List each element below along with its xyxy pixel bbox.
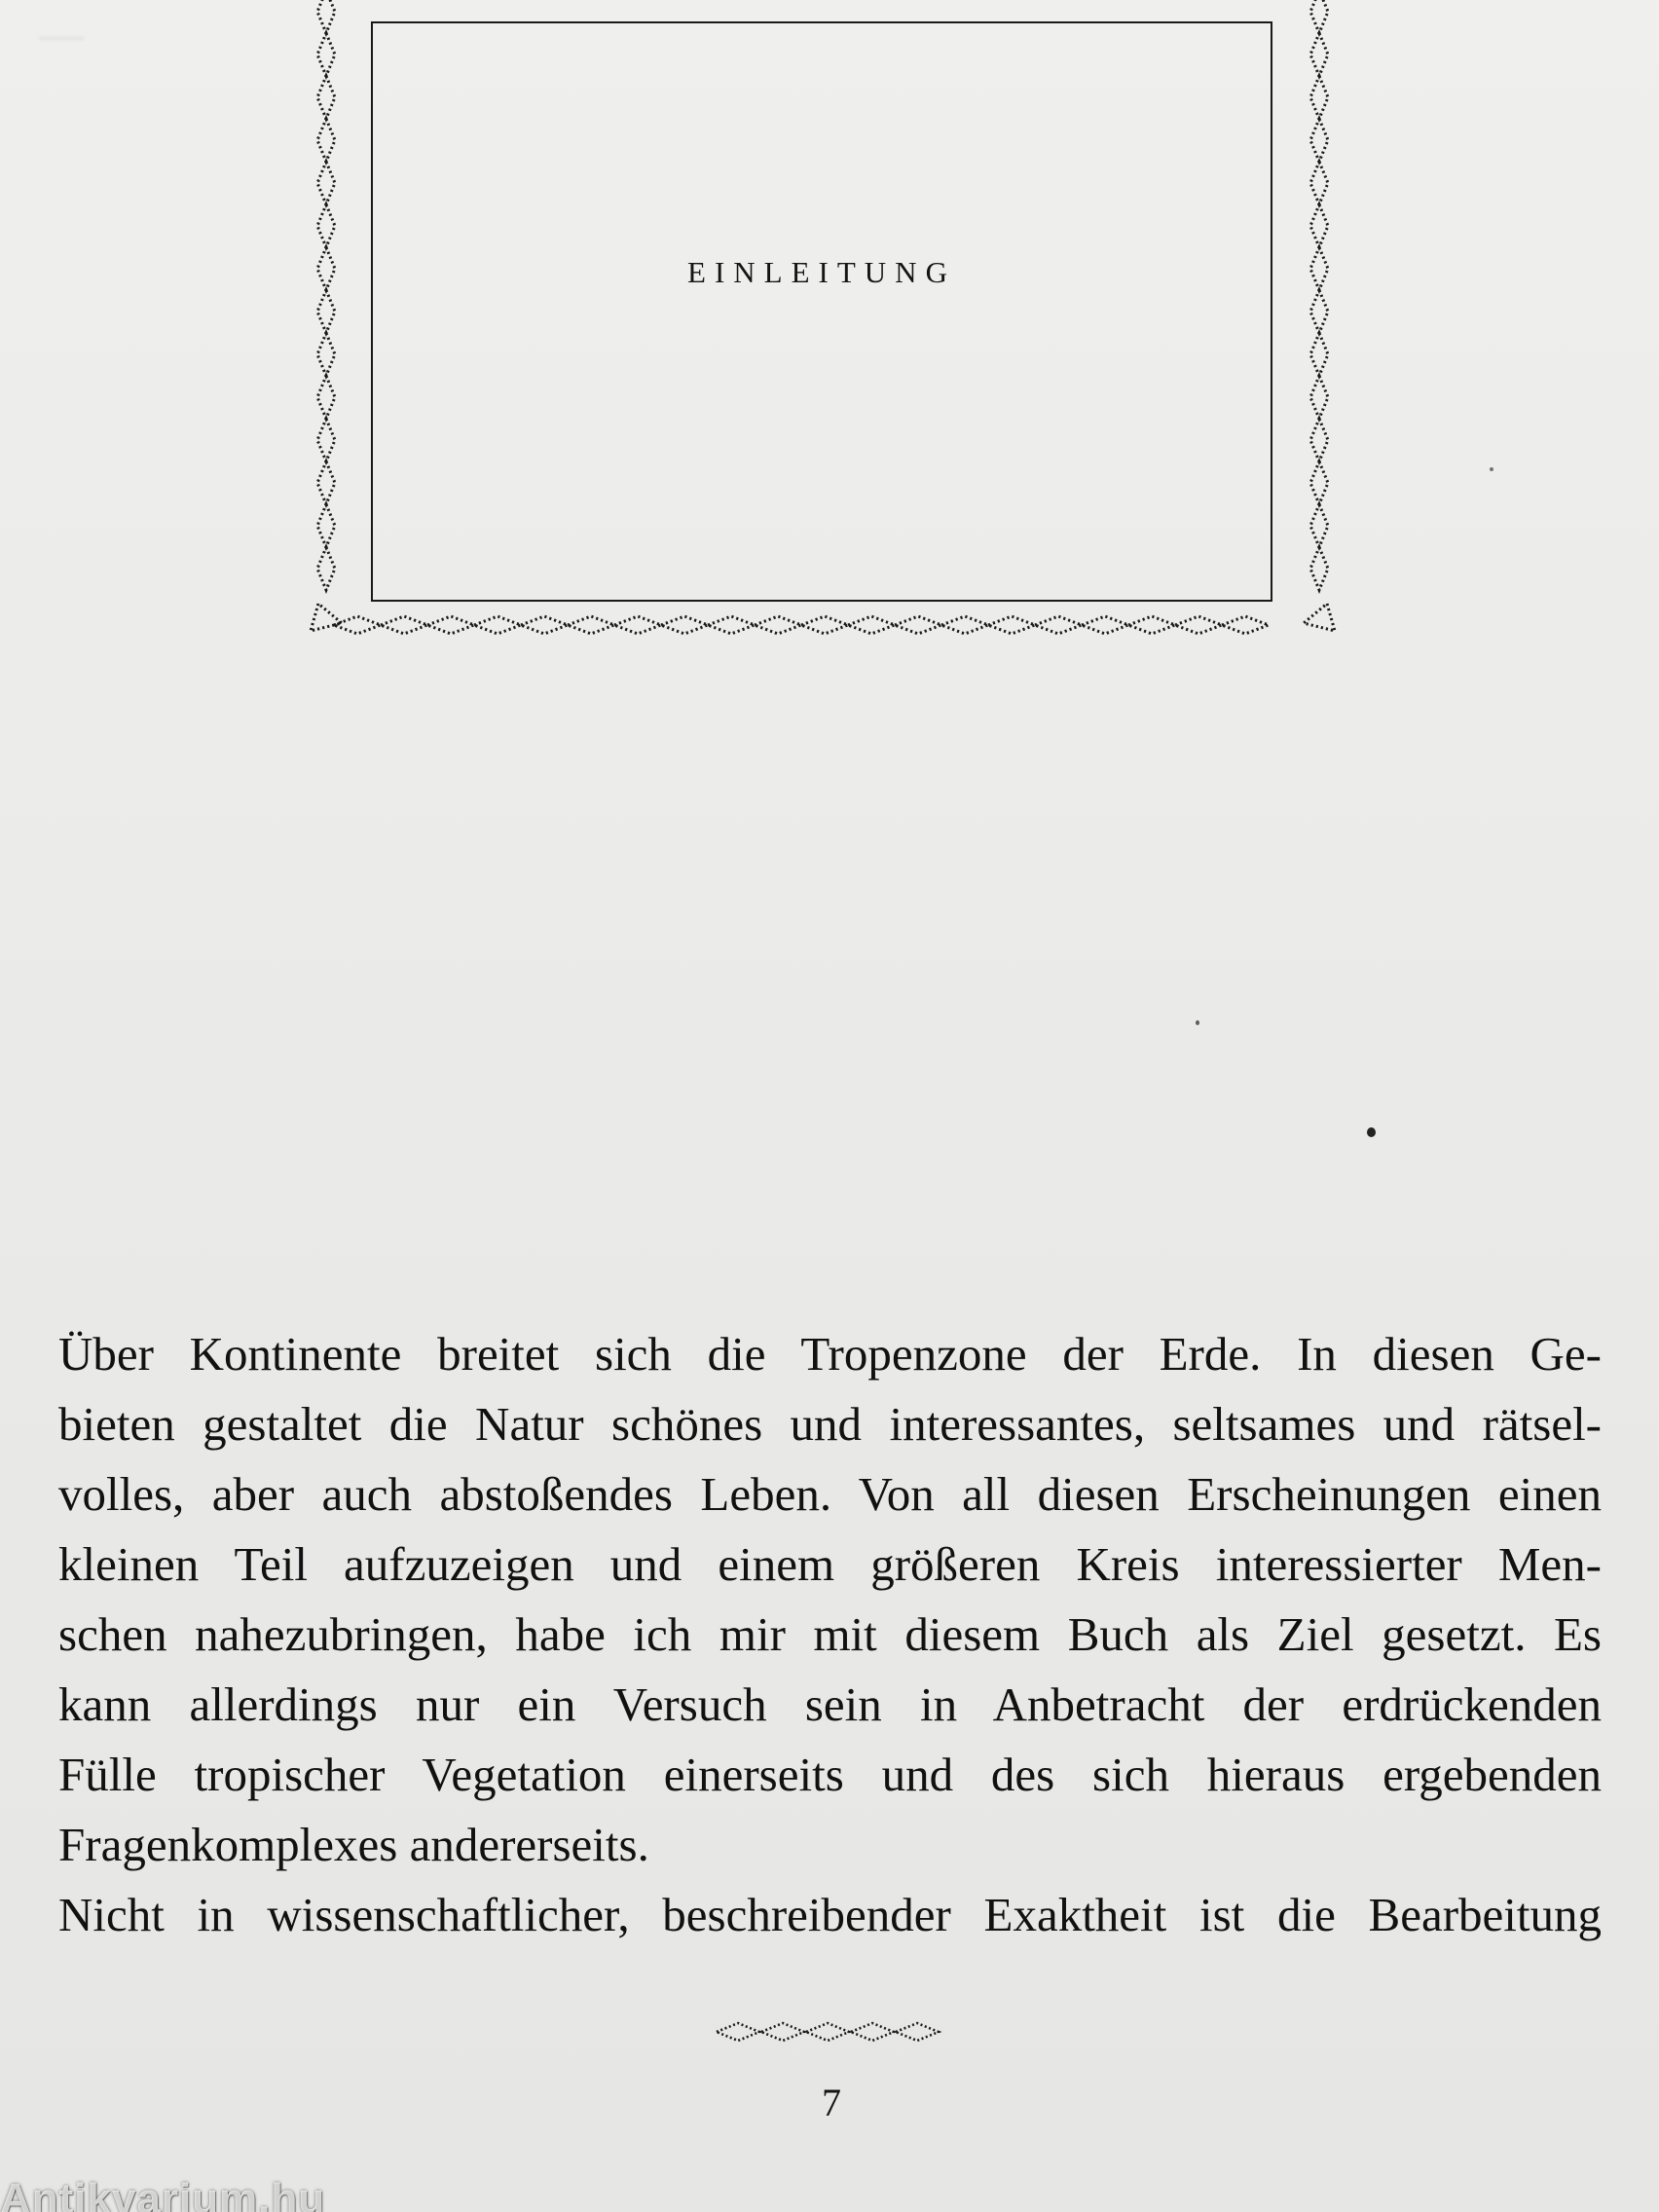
watermark: Antikvarium.hu — [0, 2175, 326, 2212]
paragraph-2 — [58, 1880, 1602, 1950]
text-line: bieten gestaltet die Natur schönes und interessantes, seltsames und rätsel- — [58, 1397, 1602, 1451]
title-frame-box — [371, 21, 1272, 602]
dust-speck — [1490, 467, 1493, 471]
text-line: schen nahezubringen, habe ich mir mit diesem Buch als Ziel gesetzt. Es — [58, 1607, 1602, 1661]
paragraph-1 — [58, 1319, 1602, 1880]
text-line: Fragenkomplexes andererseits. — [58, 1818, 649, 1871]
text-line: kleinen Teil aufzuzeigen und einem größeren Kreis interessierter Men- — [58, 1537, 1602, 1591]
body-text — [58, 1319, 1602, 1950]
show-through-texture: —​ — [39, 9, 832, 58]
text-line: Fülle tropischer Vegetation einerseits und des sich hieraus ergebenden — [58, 1748, 1602, 1801]
text-line: Über Kontinente breitet sich die Tropenzone der Erde. In diesen Ge- — [58, 1327, 1602, 1381]
dust-speck — [1196, 1020, 1199, 1025]
text-line: kann allerdings nur ein Versuch sein in Anbetracht der erdrückenden — [58, 1677, 1602, 1731]
text-line: Nicht in wissenschaftlicher, beschreibender Exaktheit ist die Bearbeitung — [58, 1888, 1602, 1941]
page-number: 7 — [822, 2081, 841, 2124]
footer-ornament — [711, 2015, 944, 2048]
text-line: volles, aber auch abstoßendes Leben. Von all diesen Erscheinungen einen — [58, 1467, 1602, 1521]
dust-speck — [1367, 1127, 1376, 1137]
chapter-title: EINLEITUNG — [687, 255, 956, 289]
